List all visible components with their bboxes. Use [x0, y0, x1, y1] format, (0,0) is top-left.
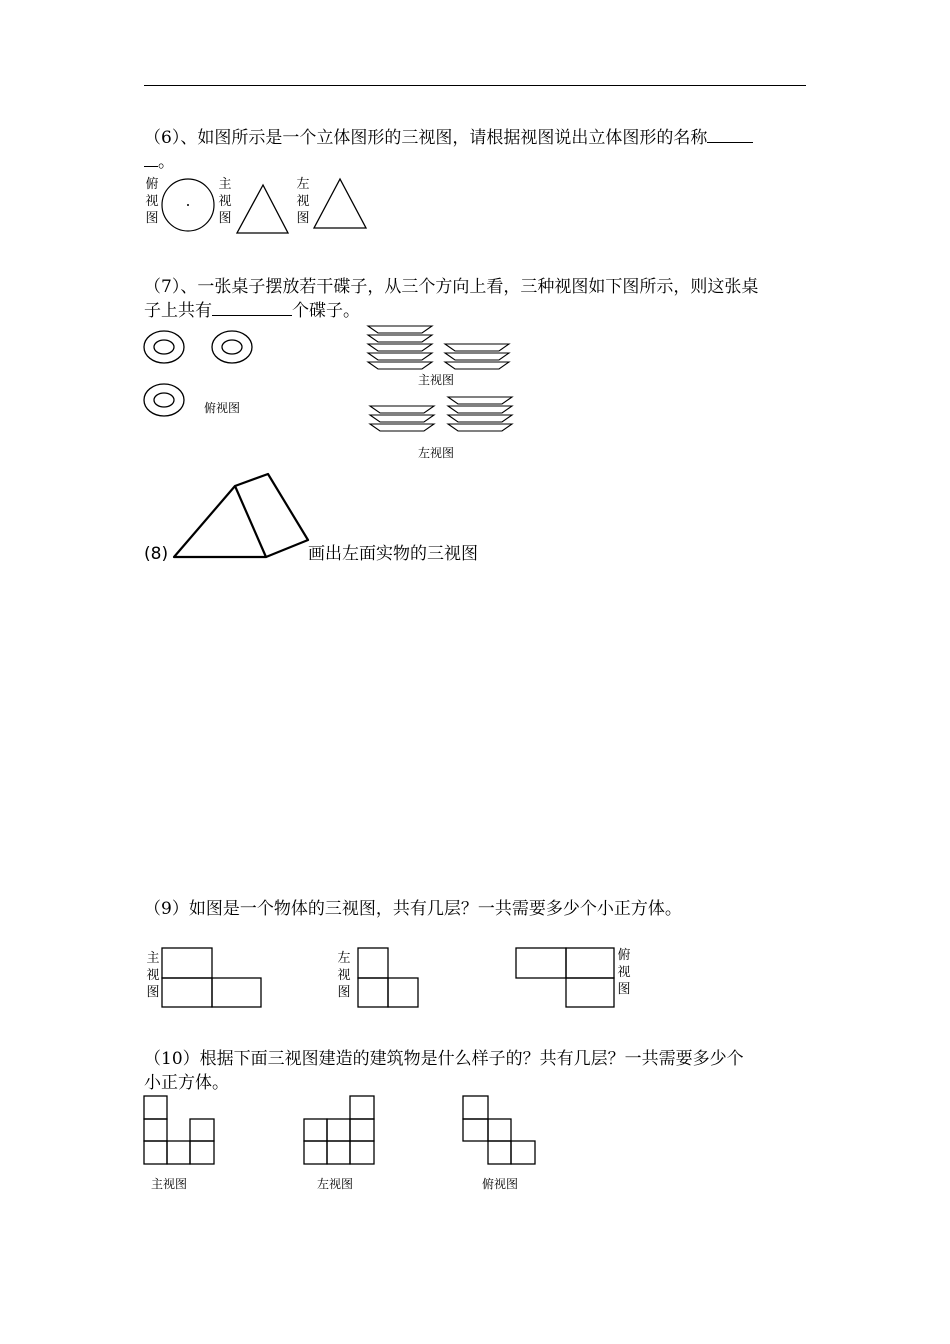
q9-top-cell	[516, 948, 566, 978]
q10-top-cell	[463, 1119, 488, 1141]
q7-text-end: 个碟子。	[292, 301, 360, 321]
q10-front-cell	[190, 1141, 214, 1164]
q8-prism-figure	[168, 470, 318, 565]
q10-front-cell	[144, 1096, 167, 1119]
q9-left-view-grid	[356, 946, 422, 1010]
q9-label-front-view: 主视图	[146, 951, 160, 1000]
q6-triangle-front	[234, 182, 292, 236]
q9-left-cell	[358, 978, 388, 1007]
q6-circle-figure	[160, 176, 218, 234]
q9-top-cell	[566, 948, 614, 978]
q10-left-cell	[327, 1119, 350, 1141]
q7-left-stack-left	[370, 406, 434, 431]
q9-top-view-grid	[514, 946, 618, 1010]
q10-top-cell	[488, 1119, 511, 1141]
q10-front-cell	[144, 1141, 167, 1164]
q10-label-front-view: 主视图	[151, 1177, 188, 1191]
q7-answer-blank[interactable]	[212, 299, 292, 316]
header-rule	[144, 85, 806, 86]
q7-label-left-view: 左视图	[418, 446, 455, 460]
q10-left-cell	[350, 1141, 374, 1164]
q10-front-cell	[167, 1141, 190, 1164]
q7-text-start: 子上共有	[144, 301, 212, 321]
q10-left-cell	[304, 1119, 327, 1141]
q6-label-left-view: 左视图	[296, 177, 310, 226]
q6-text: （6）、如图所示是一个立体图形的三视图，请根据视图说出立体图形的名称	[144, 128, 708, 148]
q10-left-cell	[304, 1141, 327, 1164]
q6-line1	[144, 126, 753, 150]
q10-front-cell	[190, 1119, 214, 1141]
q6-label-front-view: 主视图	[218, 177, 232, 226]
q7-line2	[144, 299, 360, 323]
q8-text: 画出左面实物的三视图	[308, 544, 478, 564]
q6-answer-blank-cont[interactable]	[144, 150, 158, 167]
q10-top-cell	[463, 1096, 488, 1119]
q9-text: （9）如图是一个物体的三视图，共有几层？一共需要多少个小正方体。	[144, 899, 682, 919]
q6-line2	[144, 150, 175, 174]
q6-circle-center	[187, 204, 189, 206]
q7-ring-inner-1	[154, 340, 174, 354]
q7-ring-inner-3	[154, 393, 174, 407]
q6-period: 。	[158, 152, 175, 172]
q9-front-cell	[162, 978, 212, 1007]
q10-line1: （10）根据下面三视图建造的建筑物是什么样子的？共有几层？一共需要多少个	[144, 1049, 744, 1069]
q7-label-top-view: 俯视图	[204, 401, 241, 415]
q10-top-cell	[511, 1141, 535, 1164]
q9-front-view-grid	[160, 946, 264, 1010]
q9-front-cell	[212, 978, 261, 1007]
q7-front-stack-left	[368, 326, 432, 369]
q10-top-cell	[488, 1141, 511, 1164]
q9-front-cell	[162, 948, 212, 978]
q6-triangle-left	[312, 176, 370, 232]
q10-line2: 小正方体。	[144, 1073, 229, 1093]
q7-front-stack-right	[445, 344, 509, 369]
q9-label-top-view: 俯视图	[617, 948, 631, 997]
q8-number: (8)	[144, 544, 169, 564]
q6-answer-blank[interactable]	[707, 126, 753, 143]
q10-left-cell	[327, 1141, 350, 1164]
q7-ring-outer-1	[144, 331, 184, 363]
q10-label-top-view: 俯视图	[482, 1177, 519, 1191]
q6-label-top-view: 俯视图	[145, 177, 159, 226]
q10-front-cell	[144, 1119, 167, 1141]
q7-ring-outer-2	[212, 331, 252, 363]
q10-left-cell	[350, 1119, 374, 1141]
q7-ring-outer-3	[144, 384, 184, 416]
q10-label-left-view: 左视图	[317, 1177, 354, 1191]
q9-left-cell	[388, 978, 418, 1007]
q8-prism-front-face	[174, 486, 266, 557]
q7-left-stack-right	[448, 397, 512, 431]
q6-triangle-left-shape	[314, 179, 366, 228]
q7-ring-inner-2	[222, 340, 242, 354]
q10-left-cell	[350, 1096, 374, 1119]
q10-front-view-grid	[142, 1094, 218, 1166]
q10-left-view-grid	[302, 1094, 378, 1166]
q7-label-front-view: 主视图	[418, 373, 455, 387]
q9-left-cell	[358, 948, 388, 978]
q8-prism-top-face	[235, 474, 308, 557]
q9-top-cell	[566, 978, 614, 1007]
q7-line1: （7）、一张桌子摆放若干碟子，从三个方向上看，三种视图如下图所示，则这张桌	[144, 277, 759, 297]
q6-triangle-front-shape	[237, 185, 288, 233]
q10-top-view-grid	[461, 1094, 539, 1166]
q9-label-left-view: 左视图	[337, 951, 351, 1000]
